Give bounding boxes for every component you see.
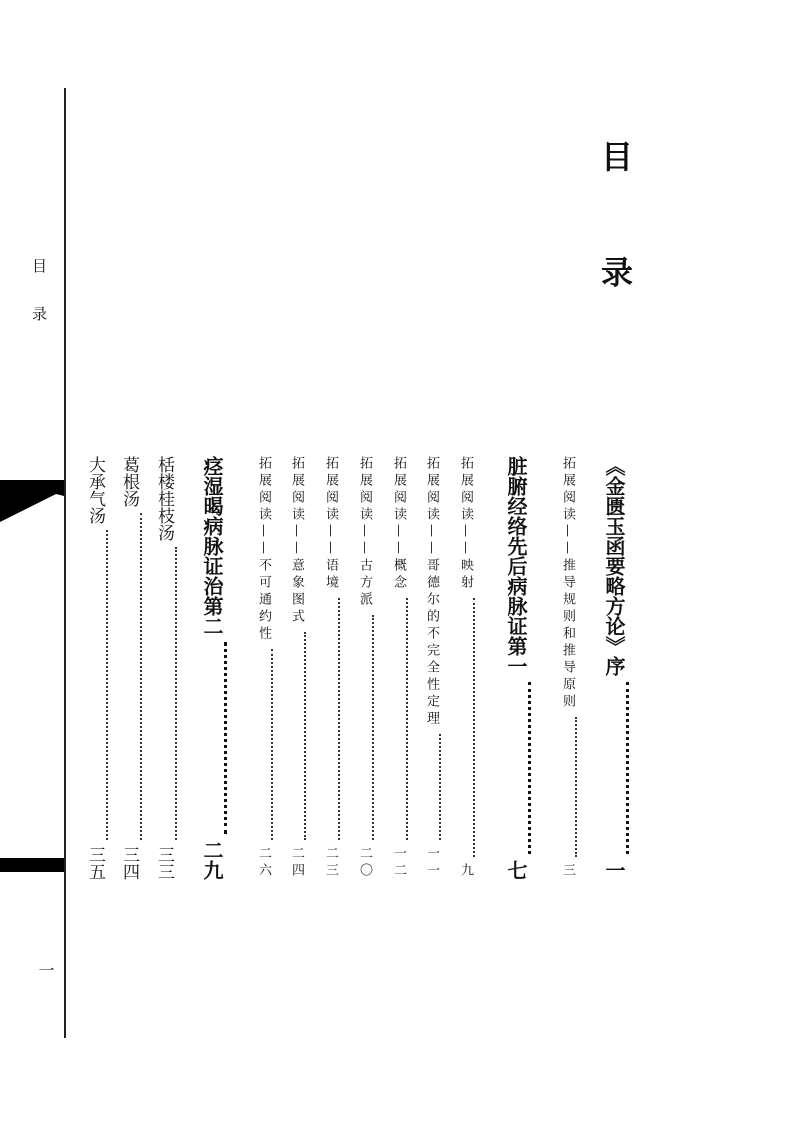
dot-leader [439,734,441,840]
running-head: 目 录 [30,258,48,335]
toc-entry-label: 拓展阅读——古方派 [357,456,372,609]
dot-leader [528,682,531,854]
toc-entry-page: 一 [602,860,626,880]
dot-leader [140,513,142,840]
toc-entry[interactable] [254,456,273,880]
toc-entry[interactable] [502,456,531,880]
dot-leader [175,547,177,840]
toc-entry-label: 脏腑经络先后病脉证第一 [504,456,528,676]
toc-entry-page: 三 [560,863,575,880]
dot-leader [106,530,108,840]
edge-marker-triangle [0,480,64,522]
dot-leader [473,598,475,857]
toc-entry-page: 一一 [424,846,439,880]
toc-entry[interactable] [355,456,374,880]
toc-entry-label: 拓展阅读——不可通约性 [256,456,271,643]
dot-leader [372,615,374,840]
margin-rule [64,88,66,1038]
toc-entry-label: 栝楼桂枝汤 [154,456,174,541]
toc-entry-label: 拓展阅读——哥德尔的不完全性定理 [424,456,439,728]
toc-entry-page: 三三 [154,846,174,880]
toc-entry-page: 二九 [200,840,224,880]
page-title: 目 录 [596,140,634,324]
toc-entry-page: 九 [458,863,473,880]
toc-entry[interactable] [600,456,629,880]
dot-leader [271,649,273,840]
toc-entry-page: 三四 [119,846,139,880]
toc-entry[interactable] [321,456,340,880]
dot-leader [575,717,577,857]
page-number: 一 [36,962,55,978]
dot-leader [626,682,629,854]
dot-leader [304,632,306,840]
toc-entry[interactable] [152,456,177,880]
toc-entry-page: 七 [504,860,528,880]
dot-leader [338,598,340,840]
toc-entry[interactable] [422,456,441,880]
toc-entry-label: 痉湿暍病脉证治第二 [200,456,224,636]
toc-entry-label: 拓展阅读——概念 [391,456,406,592]
dot-leader [224,642,227,834]
toc-entry[interactable] [198,456,227,880]
toc-entry-label: 拓展阅读——推导规则和推导原则 [560,456,575,711]
dot-leader [406,598,408,840]
toc-entry-page: 三五 [85,846,105,880]
toc-entry-page: 二三 [323,846,338,880]
toc-entry-label: 《金匮玉函要略方论》序 [602,456,626,676]
toc-entry-label: 拓展阅读——语境 [323,456,338,592]
toc-entry-page: 二六 [256,846,271,880]
toc-entry-page: 一二 [391,846,406,880]
edge-marker-band [0,858,64,872]
toc-entry[interactable] [287,456,306,880]
toc-entry[interactable] [117,456,142,880]
toc-entry-page: 二四 [289,846,304,880]
toc-entry-label: 拓展阅读——映射 [458,456,473,592]
toc-entry-label: 拓展阅读——意象图式 [289,456,304,626]
toc-entry-label: 葛根汤 [119,456,139,507]
toc-entry[interactable] [558,456,577,880]
toc-entry-page: 二〇 [357,846,372,880]
toc-entry[interactable] [456,456,475,880]
toc-entry[interactable] [389,456,408,880]
toc-entry-label: 大承气汤 [85,456,105,524]
toc-entry[interactable] [83,456,108,880]
